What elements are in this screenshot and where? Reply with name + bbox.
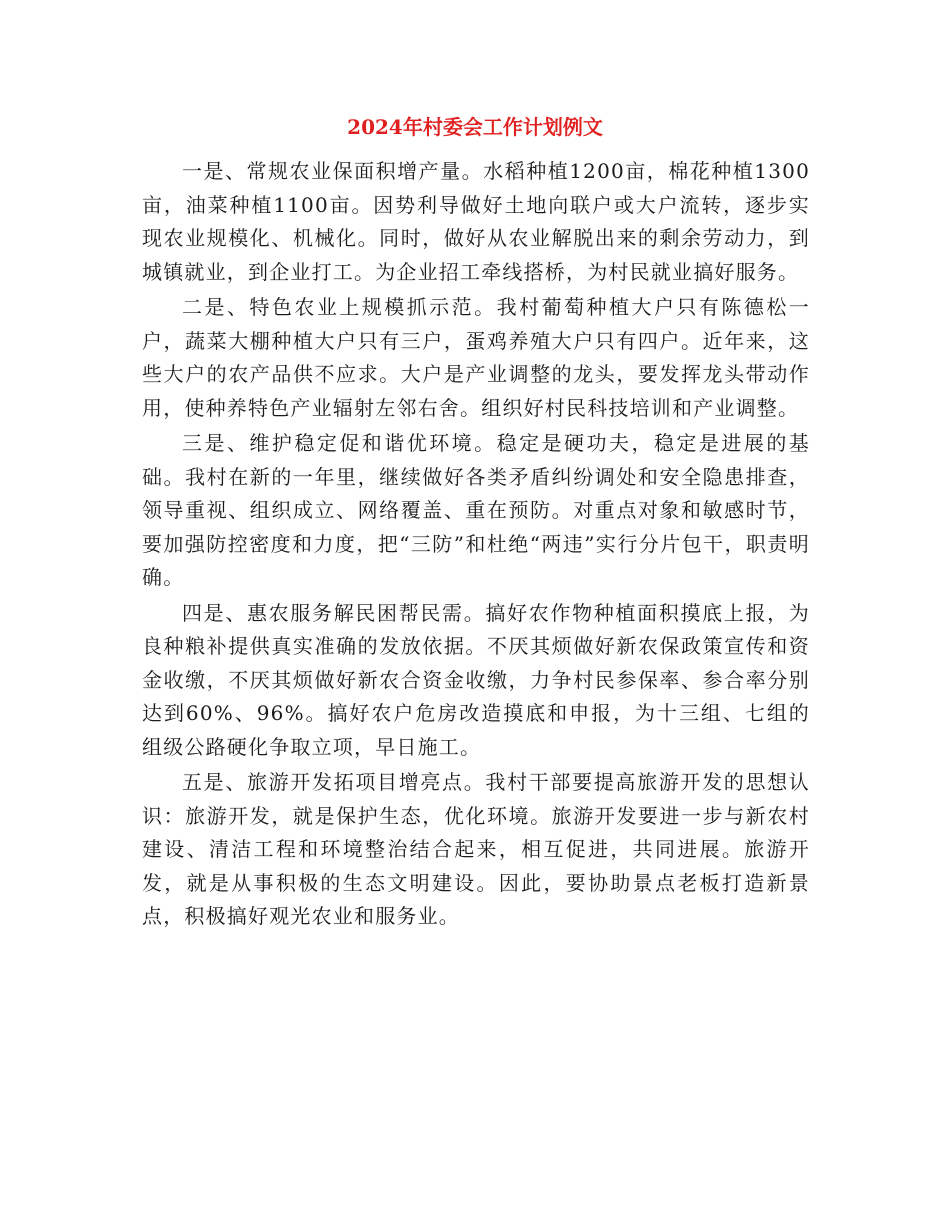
paragraph-3: 三是、维护稳定促和谐优环境。稳定是硬功夫，稳定是进展的基础。我村在新的一年里，继续做好各类矛盾纠纷调处和安全隐患排查，领导重视、组织成立、网络覆盖、重在预防。对重点对象和敏感时节，要加强防控密度和力度，把“三防”和杜绝“两违”实行分片包干，职责明确。 bbox=[142, 431, 810, 589]
document-body bbox=[142, 155, 810, 936]
document-title: 2024年村委会工作计划例文 bbox=[347, 115, 603, 139]
paragraph-2: 二是、特色农业上规模抓示范。我村葡萄种植大户只有陈德松一户，蔬菜大棚种植大户只有三户，蛋鸡养殖大户只有四户。近年来，这些大户的农产品供不应求。大户是产业调整的龙头，要发挥龙头带动作用，使种养特色产业辐射左邻右舍。组织好村民科技培训和产业调整。 bbox=[142, 295, 810, 420]
paragraph-4: 四是、惠农服务解民困帮民需。搞好农作物种植面积摸底上报，为良种粮补提供真实准确的发放依据。不厌其烦做好新农保政策宣传和资金收缴，不厌其烦做好新农合资金收缴，力争村民参保率、参合率分别达到60%、96%。搞好农户危房改造摸底和申报，为十三组、七组的组级公路硬化争取立项，早日施工。 bbox=[142, 600, 810, 759]
paragraph-1: 一是、常规农业保面积增产量。水稻种植1200亩，棉花种植1300亩，油菜种植1100亩。因势利导做好土地向联户或大户流转，逐步实现农业规模化、机械化。同时，做好从农业解脱出来的剩余劳动力，到城镇就业，到企业打工。为企业招工牵线搭桥，为村民就业搞好服务。 bbox=[142, 159, 810, 284]
paragraph-5: 五是、旅游开发拓项目增亮点。我村干部要提高旅游开发的思想认识：旅游开发，就是保护生态，优化环境。旅游开发要进一步与新农村建设、清洁工程和环境整治结合起来，相互促进，共同进展。旅游开发，就是从事积极的生态文明建设。因此，要协助景点老板打造新景点，积极搞好观光农业和服务业。 bbox=[142, 770, 810, 928]
